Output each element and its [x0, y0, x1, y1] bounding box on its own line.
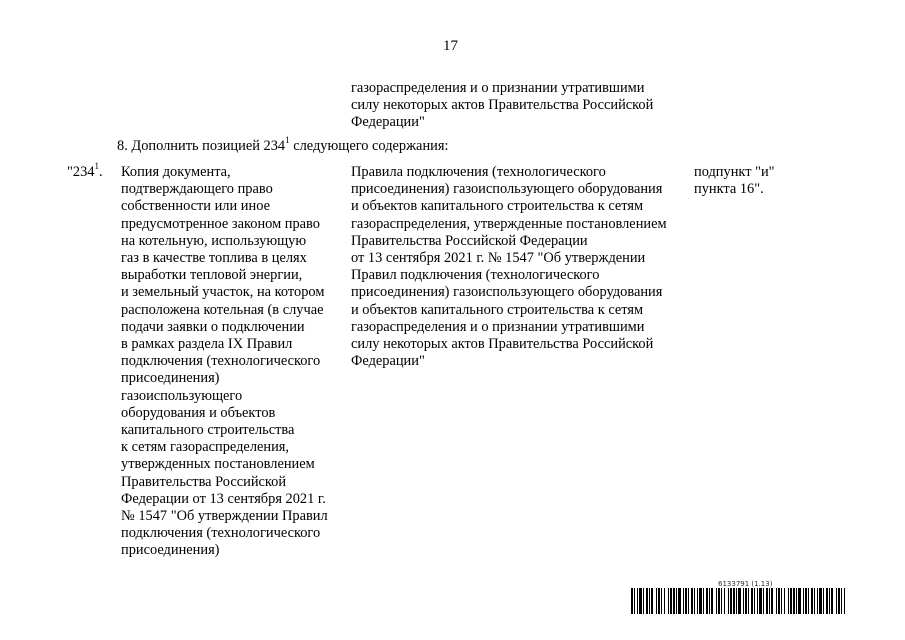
document-line: подключения (технологического [121, 525, 321, 542]
document-line: утвержденных постановлением [121, 456, 315, 473]
position-dot: . [98, 164, 103, 180]
document-line: подачи заявки о подключении [121, 318, 305, 335]
act-line: Правила подключения (технологического [351, 164, 606, 180]
act-line: присоединения) газоиспользующего оборудования [351, 181, 663, 198]
amendment-instruction [117, 135, 449, 155]
act-line: и объектов капитального строительства к сетям [351, 198, 644, 215]
document-line: предусмотренное законом право [121, 215, 320, 232]
continuation-line: силу некоторых актов Правительства Российской [351, 97, 654, 114]
legal-act-reference [351, 164, 667, 370]
document-line: капитального строительства [121, 422, 295, 439]
document-line: Копия документа, [121, 164, 231, 180]
act-line: газораспределения, утвержденные постановлением [351, 215, 667, 232]
continuation-line: Федерации" [351, 114, 425, 131]
barcode-icon [631, 588, 845, 614]
document-line: в рамках раздела IX Правил [121, 336, 293, 353]
document-line: выработки тепловой энергии, [121, 267, 303, 284]
document-line: Правительства Российской [121, 473, 287, 490]
continuation-text [351, 80, 653, 132]
act-line: Федерации" [351, 353, 425, 370]
clause-line: подпункт "и" [694, 164, 775, 180]
act-line: газораспределения и о признании утратившими [351, 318, 645, 335]
page-number: 17 [443, 38, 458, 54]
document-description [121, 164, 328, 560]
document-line: № 1547 "Об утверждении Правил [121, 508, 328, 525]
document-line: Федерации от 13 сентября 2021 г. [121, 490, 326, 507]
instruction-text: 8. Дополнить позицией 234 [117, 138, 286, 154]
act-line: силу некоторых актов Правительства Российской [351, 336, 654, 353]
act-line: от 13 сентября 2021 г. № 1547 "Об утверждении [351, 250, 646, 267]
document-line: присоединения) [121, 370, 220, 387]
continuation-line: газораспределения и о признании утратившими [351, 80, 645, 96]
position-label: "234 [67, 164, 95, 180]
document-line: подключения (технологического [121, 353, 321, 370]
instruction-text-tail: следующего содержания: [289, 138, 449, 154]
document-line: газоиспользующего [121, 387, 243, 404]
position-superscript: 1 [94, 161, 99, 172]
act-line: Правительства Российской Федерации [351, 232, 588, 249]
act-line: присоединения) газоиспользующего оборудования [351, 284, 663, 301]
act-line: Правил подключения (технологического [351, 267, 600, 284]
document-line: присоединения) [121, 542, 220, 559]
document-line: и земельный участок, на котором [121, 284, 325, 301]
document-line: газ в качестве топлива в целях [121, 250, 307, 267]
instruction-superscript: 1 [285, 135, 290, 146]
document-line: к сетям газораспределения, [121, 439, 290, 456]
document-line: подтверждающего право [121, 181, 273, 198]
clause-reference [694, 164, 775, 198]
position-number [67, 161, 103, 181]
document-line: оборудования и объектов [121, 404, 276, 421]
document-line: на котельную, использующую [121, 232, 307, 249]
barcode-label: 6133791 (1.13) [718, 580, 773, 588]
document-line: собственности или иное [121, 198, 270, 215]
document-line: расположена котельная (в случае [121, 301, 324, 318]
act-line: и объектов капитального строительства к сетям [351, 301, 644, 318]
clause-line: пункта 16". [694, 181, 764, 198]
